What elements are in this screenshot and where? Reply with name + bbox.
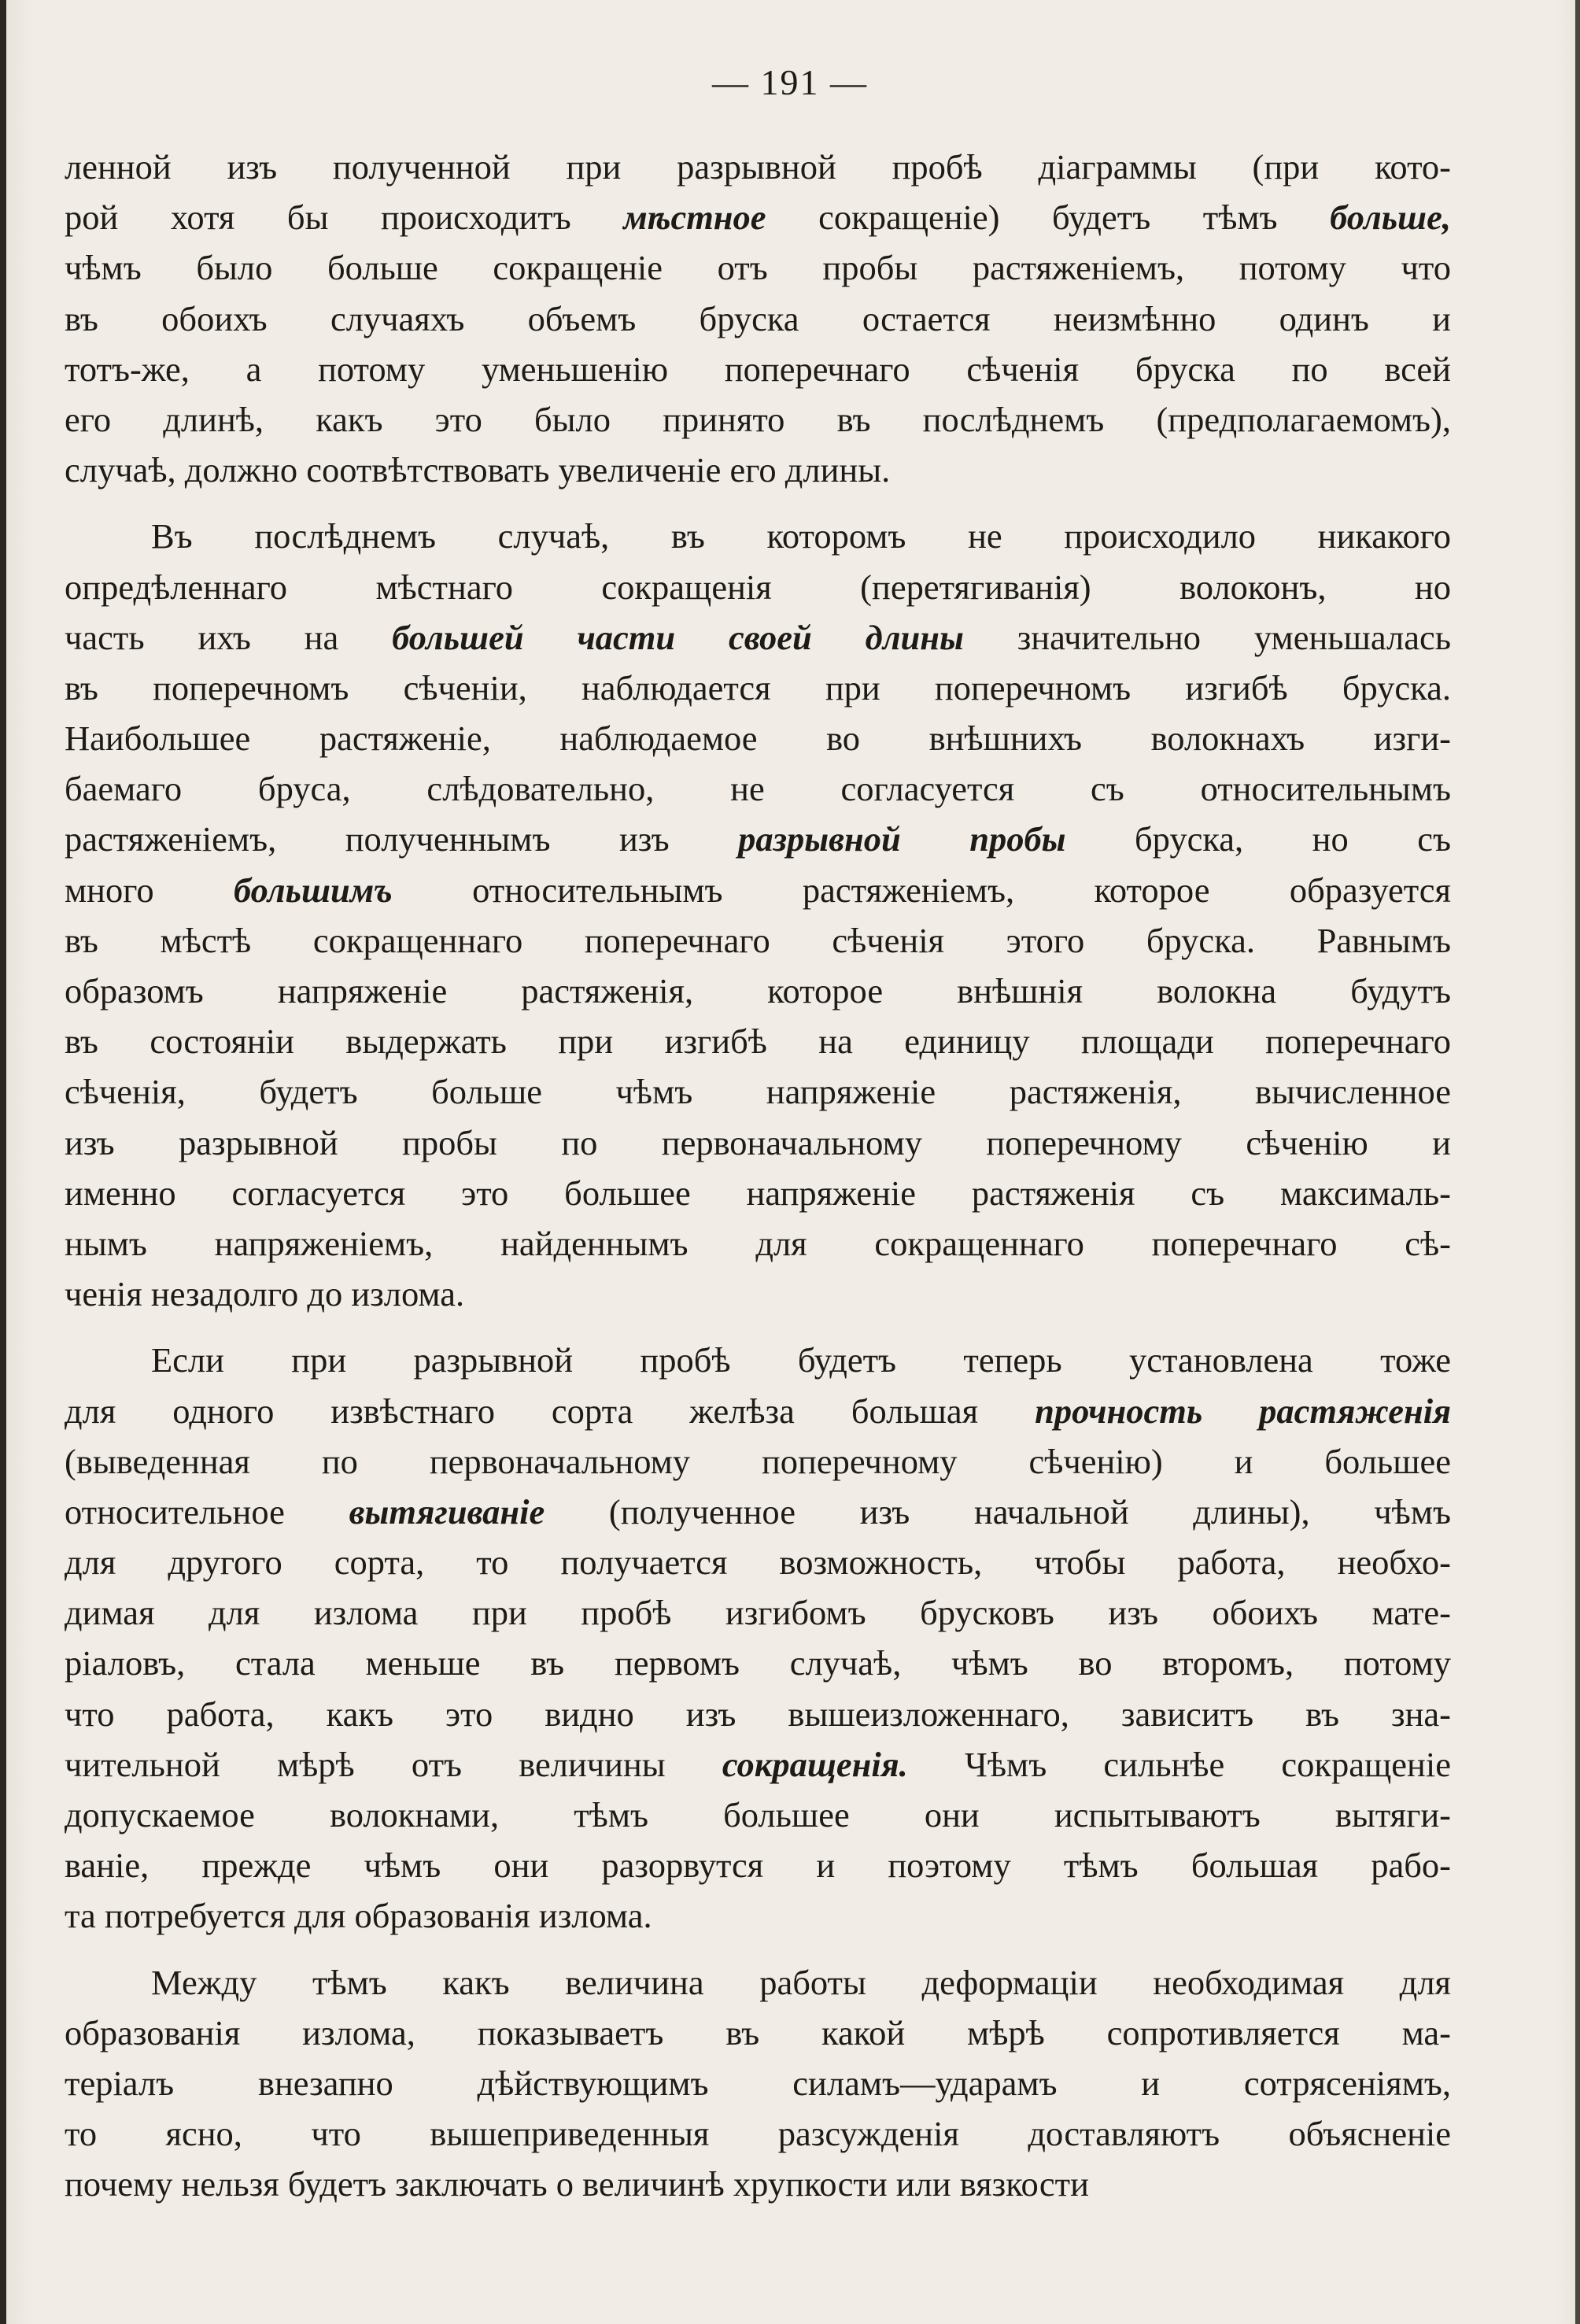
page-number: — 191 —: [712, 62, 868, 102]
text-run: почему нельзя будетъ заключать о величинѣ хрупкости или вязкости: [65, 2164, 1089, 2204]
text-line: [65, 1168, 1451, 1218]
text-run: въ обоихъ случаяхъ объемъ бруска остается неизмѣнно одинъ и: [65, 298, 1451, 338]
text-run: въ состояніи выдержать при изгибѣ на единицу площади поперечнаго: [65, 1022, 1451, 1062]
text-run: его длинѣ, какъ это было принято въ послѣднемъ (предполагаемомъ),: [65, 399, 1451, 439]
italic-emphasis: прочность растяженія: [1035, 1391, 1451, 1431]
text-run: ваніе, прежде чѣмъ они разорвутся и поэтому тѣмъ большая рабо-: [65, 1846, 1451, 1886]
paragraph: [65, 142, 1451, 495]
paragraph-gap: [65, 495, 1451, 511]
text-line: [65, 394, 1451, 445]
text-run: относительное: [65, 1491, 349, 1531]
text-run: чительной мѣрѣ отъ величины: [65, 1744, 722, 1784]
text-run: случаѣ, должно соотвѣтствовать увеличеніе его длины.: [65, 450, 891, 490]
page-right-edge: [1575, 0, 1580, 2324]
text-line: [65, 2008, 1451, 2058]
text-line: [65, 562, 1451, 612]
paragraph: [65, 511, 1451, 1319]
text-run: тотъ-же, а потому уменьшенію поперечнаго сѣченія бруска по всей: [65, 349, 1451, 389]
text-run: образомъ напряженіе растяженія, которое внѣшнія волокна будутъ: [65, 971, 1451, 1011]
text-line: [65, 294, 1451, 344]
paragraph-gap: [65, 1319, 1451, 1335]
text-run: ріаловъ, стала меньше въ первомъ случаѣ, чѣмъ во второмъ, потому: [65, 1643, 1451, 1683]
text-run: значительно уменьшалась: [963, 617, 1451, 657]
text-line: [65, 1436, 1451, 1487]
text-line: [65, 915, 1451, 966]
text-line: [65, 663, 1451, 713]
text-line: [65, 1537, 1451, 1587]
text-run: баемаго бруса, слѣдовательно, не согласуется съ относительнымъ: [65, 769, 1451, 809]
text-run: образованія излома, показываетъ въ какой мѣрѣ сопротивляется ма-: [65, 2012, 1451, 2052]
italic-emphasis: большимъ: [234, 870, 393, 910]
text-run: ченія незадолго до излома.: [65, 1274, 465, 1314]
text-run: бруска, но съ: [1065, 819, 1451, 859]
text-run: для другого сорта, то получается возможность, чтобы работа, необхо-: [65, 1543, 1451, 1583]
text-line: [65, 1269, 1451, 1319]
text-run: Между тѣмъ какъ величина работы деформаціи необходимая для: [151, 1962, 1451, 2002]
italic-emphasis: большей части своей длины: [392, 617, 964, 657]
text-line: [65, 1638, 1451, 1688]
text-line: [65, 966, 1451, 1016]
text-line: [65, 142, 1451, 192]
text-run: сѣченія, будетъ больше чѣмъ напряженіе растяженія, вычисленное: [65, 1072, 1451, 1112]
text-line: [65, 445, 1451, 495]
text-line: [65, 2159, 1451, 2209]
text-line: [65, 1016, 1451, 1066]
text-line: [65, 1790, 1451, 1840]
text-run: въ мѣстѣ сокращеннаго поперечнаго сѣченія этого бруска. Равнымъ: [65, 920, 1451, 960]
text-run: Въ послѣднемъ случаѣ, въ которомъ не происходило никакого: [151, 516, 1451, 556]
italic-emphasis: разрывной пробы: [738, 819, 1066, 859]
text-run: ленной изъ полученной при разрывной пробѣ діаграммы (при кото-: [65, 147, 1451, 187]
text-line: [65, 865, 1451, 915]
text-line: [65, 1890, 1451, 1941]
text-line: [65, 2058, 1451, 2108]
text-line: [65, 1066, 1451, 1117]
text-run: нымъ напряженіемъ, найденнымъ для сокращеннаго поперечнаго сѣ-: [65, 1223, 1451, 1263]
text-line: [65, 511, 1451, 561]
text-line: [65, 1957, 1451, 2008]
text-run: въ поперечномъ сѣченіи, наблюдается при поперечномъ изгибѣ бруска.: [65, 667, 1451, 708]
text-run: рой хотя бы происходитъ: [65, 198, 624, 238]
text-line: [65, 612, 1451, 663]
body-text: [65, 142, 1451, 2210]
text-line: [65, 713, 1451, 763]
paragraph: [65, 1957, 1451, 2210]
page-binding-edge: [0, 0, 6, 2324]
text-line: [65, 192, 1451, 242]
italic-emphasis: вытягиваніе: [349, 1491, 545, 1531]
text-line: [65, 242, 1451, 293]
text-run: опредѣленнаго мѣстнаго сокращенія (перетягиванія) волоконъ, но: [65, 567, 1451, 607]
text-run: относительнымъ растяженіемъ, которое образуется: [392, 870, 1451, 910]
text-run: Если при разрывной пробѣ будетъ теперь установлена тоже: [151, 1340, 1451, 1380]
text-line: [65, 1335, 1451, 1385]
paragraph-gap: [65, 1942, 1451, 1957]
text-run: растяженіемъ, полученнымъ изъ: [65, 819, 739, 859]
text-line: [65, 814, 1451, 864]
text-run: именно согласуется это большее напряженіе растяженія съ максималь-: [65, 1173, 1451, 1213]
text-line: [65, 1386, 1451, 1436]
text-line: [65, 1118, 1451, 1168]
paragraph: [65, 1335, 1451, 1941]
text-line: [65, 1487, 1451, 1537]
text-run: сокращеніе) будетъ тѣмъ: [766, 198, 1331, 238]
text-line: [65, 1739, 1451, 1790]
text-line: [65, 2108, 1451, 2159]
text-run: то ясно, что вышеприведенныя разсужденія доставляютъ объясненіе: [65, 2114, 1451, 2154]
text-line: [65, 763, 1451, 814]
text-run: для одного извѣстнаго сорта желѣза большая: [65, 1391, 1035, 1431]
italic-emphasis: мѣстное: [623, 198, 766, 238]
text-run: Чѣмъ сильнѣе сокращеніе: [907, 1744, 1451, 1784]
text-line: [65, 1218, 1451, 1269]
italic-emphasis: сокращенія.: [722, 1744, 908, 1784]
text-line: [65, 1689, 1451, 1739]
text-run: димая для излома при пробѣ изгибомъ брусковъ изъ обоихъ мате-: [65, 1593, 1451, 1633]
text-run: чѣмъ было больше сокращеніе отъ пробы растяженіемъ, потому что: [65, 248, 1451, 288]
text-run: (полученное изъ начальной длины), чѣмъ: [545, 1491, 1451, 1531]
text-run: изъ разрывной пробы по первоначальному поперечному сѣченію и: [65, 1122, 1451, 1162]
text-line: [65, 1840, 1451, 1890]
text-line: [65, 1587, 1451, 1638]
text-run: (выведенная по первоначальному поперечному сѣченію) и большее: [65, 1441, 1451, 1481]
text-run: много: [65, 870, 234, 910]
text-run: теріалъ внезапно дѣйствующимъ силамъ—ударамъ и сотрясеніямъ,: [65, 2063, 1451, 2103]
text-run: часть ихъ на: [65, 617, 393, 657]
text-run: Наибольшее растяженіе, наблюдаемое во внѣшнихъ волокнахъ изги-: [65, 719, 1451, 759]
text-run: что работа, какъ это видно изъ вышеизложеннаго, зависитъ въ зна-: [65, 1694, 1451, 1734]
text-run: та потребуется для образованія излома.: [65, 1896, 652, 1936]
italic-emphasis: больше,: [1330, 198, 1451, 238]
text-run: допускаемое волокнами, тѣмъ большее они испытываютъ вытяги-: [65, 1795, 1451, 1834]
text-line: [65, 344, 1451, 394]
